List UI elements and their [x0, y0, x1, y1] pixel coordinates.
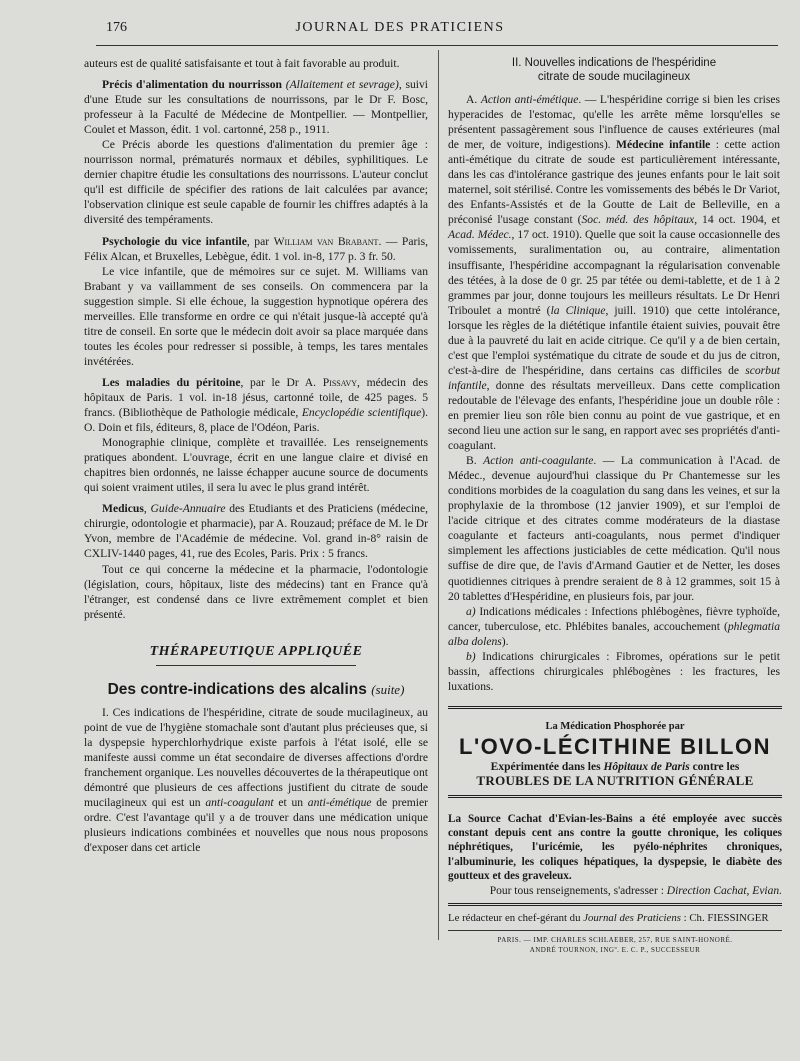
- page-header: [0, 14, 800, 38]
- left-column: [84, 56, 428, 855]
- advertisement-block: [448, 706, 782, 955]
- printer-imprint: PARIS. — IMP. CHARLES SCHLAEBER, 257, RUE SAINT-HONORÉ. ANDRÉ TOURNON, INGº. E. C. P., SUCCESSEUR: [497, 936, 733, 955]
- ad-tagline: Expérimentée dans les Hôpitaux de Paris contre les: [490, 761, 740, 773]
- column-divider: [438, 50, 439, 940]
- cachat-text: La Source Cachat d'Evian-les-Bains a été employée avec succès constant depuis cent ans contre la goutte chronique, les coliques néphrétiques, l'uricémie, les pyélo-néphrites chroniques, l'albuminurie, les coliques hépatiques, la dyspepsie, le diabète des goutteux et des graveleux.: [448, 813, 782, 882]
- review-psychologie-body: Le vice infantile, que de mémoires sur ce sujet. M. Williams van Brabant y va vaillamment de ses conseils. On commencera par la suggestion simple. Si elle échoue, la suggestion hypnotique opérera des merveilles. Elle transforme en ordre ce qui n'était jusque-là accepté qu'à titre de conseil. En sorte que le médecin doit avoir sa place marquée dans toutes les écoles pour redresser si possible, à temps, les tares mentales invétérées.: [84, 264, 428, 368]
- review-subtitle: (Allaitement et sevrage): [285, 78, 399, 92]
- review-medicus-body: Tout ce qui concerne la médecine et la pharmacie, l'odontologie (législation, cours, hôpitaux, liste des médecins) tant en France qu'à l'étranger, est condensé dans ce livre extrêmement complet et bien présenté.: [84, 562, 428, 621]
- review-precis: [84, 77, 428, 137]
- review-citation: . — Paris, Félix Alcan, et Bruxelles, Lebègue, édit. 1 vol. in-8, 177 p. 3 fr. 50.: [84, 234, 429, 263]
- review-peritoine-body: Monographie clinique, complète et travaillée. Les renseignements pratiques abondent. L'ouvrage, écrit en une langue claire et divisé en chapitres bien ordonnés, ne laisse échapper aucune source de documents qui soient vraiment utiles, il sera lu avec le plus grand intérêt.: [84, 436, 428, 495]
- review-author: William van Brabant: [273, 234, 379, 248]
- review-title: Psychologie du vice infantile: [102, 234, 247, 248]
- article-paragraph: I. Ces indications de l'hespéridine, citrate de soude mucilagineux, au point de vue de l'hygiène stomachale sont d'autant plus précieuses que, si la dyspepsie hyperchlorhydrique existe parfois à l'état isolé, elle se manifeste aussi comme un état secondaire de diverses affections d'ordre franchement organique. Les nouvelles découvertes de la thérapeutique ont démontré que plusieurs de ces affections justifient du citrate de soude mucilagineux qui est un anti-coagulant et un anti-émétique de premier ordre. C'est l'avantage qu'il y a de trouver dans une médication unique plusieurs indications combinées et nouvelles que nous nous proposons d'exposer dans cet article: [84, 705, 428, 855]
- cachat-advertisement: [448, 812, 782, 906]
- right-column: [448, 56, 780, 694]
- review-medicus: Medicus, Guide-Annuaire des Etudiants et des Praticiens (médecine, chirurgie, odontologie et pharmacie), par A. Rouzaud; préface de M. le Dr Yvon, membre de l'Académie de médecine. Vol. grand in-8° raisin de CXLIV-1440 pages, 41, rue des Ecoles, Paris. Prix : 5 francs.: [84, 502, 429, 561]
- ad-intro: La Médication Phosphorée par: [545, 721, 685, 732]
- cachat-contact: Pour tous renseignements, s'adresser : Direction Cachat, Evian.: [489, 885, 782, 898]
- review-title: Précis d'alimentation du nourrisson: [102, 78, 282, 92]
- review-continuation: auteurs est de qualité satisfaisante et tout à fait favorable au produit.: [84, 57, 400, 70]
- article-suite: (suite): [371, 681, 405, 697]
- journal-title: JOURNAL DES PRATICIENS: [295, 20, 505, 35]
- article-title: Des contre-indications des alcalins (suite): [107, 680, 405, 698]
- ad-headline: TROUBLES DE LA NUTRITION GÉNÉRALE: [448, 773, 782, 798]
- page-number: 176: [106, 20, 127, 35]
- article-list-item: b) Indications chirurgicales : Fibromes, opérations sur le petit bassin, affections chirurgicales phlébogènes : les fractures, les luxations.: [448, 649, 780, 693]
- ad-brand: L'OVO-LÉCITHINE BILLON: [459, 734, 771, 759]
- review-title: Les maladies du péritoine: [102, 375, 241, 389]
- review-title: Medicus: [102, 502, 144, 516]
- review-peritoine: Les maladies du péritoine, par le Dr A. Pissavy, médecin des hôpitaux de Paris. 1 vol. in-18 jésus, cartonné toile, de 425 pages. 5 francs. (Bibliothèque de Pathologie médicale, Encyclopédie scientifique). O. Doin et fils, éditeurs, 8, place de l'Odéon, Paris.: [84, 375, 428, 435]
- article-list-item: a) Indications médicales : Infections phlébogènes, fièvre typhoïde, cancer, tuberculose, etc. Phlébites banales, accouchement (phlegmatia alba dolens).: [448, 604, 780, 648]
- section-title: THÉRAPEUTIQUE APPLIQUÉE: [149, 643, 363, 659]
- review-author: Pissavy: [322, 375, 358, 389]
- review-psychologie: Psychologie du vice infantile, par William van Brabant. — Paris, Félix Alcan, et Bruxelles, Lebègue, édit. 1 vol. in-8, 177 p. 3 fr. 50.: [84, 234, 429, 263]
- subsection-title: II. Nouvelles indications de l'hespéridine citrate de soude mucilagineux: [511, 57, 717, 83]
- article-paragraph-a: A. Action anti-émétique. — L'hespéridine corrige si bien les crises hyperacides de l'estomac, qu'elle les arrête même lorsqu'elles se présentent passagèrement sous l'influence de causes extérieures (mal de mer, de voiture, indigestions). Médecine infantile : cette action anti-émétique du citrate de soude est particulièrement intéressante, dans les cas d'intolérance gastrique des jeunes enfants pour le lait soit maternel, soit stérilisé. Contre les vomissements des bébés le Dr Variot, des Enfants-Assistés et de la Goutte de Lait de Belleville, en a préconisé l'usage constant (Soc. méd. des hôpitaux, 14 oct. 1904, et Acad. Médec., 17 oct. 1910). Quelle que soit la cause occasionnelle des vomissements, suralimentation ou, au contraire, alimentation insuffisante, l'hespéridine accompagnant la régularisation convenable des tétées, à la dose de 0 gr. 25 par tétée ou demi-tablette, et de 1 à 2 grammes par jour, donne toujours les meilleurs résultats. Le Dr Henri Triboulet a montré (la Clinique, juill. 1910) que cette intolérance, lorsque les règles de la diététique infantile étaient suivies, pouvait être due à la pauvreté du lait en acide citrique. Ce qu'il y a de bien certain, c'est que l'emploi systématique du citrate de soude et du jus de citron, c'est-à-dire de l'hespéridine, dans certains cas difficiles de scorbut infantile, donne des résultats merveilleux. Dans cette complication redoutable de l'élevage des enfants, l'hespéridine joue un double rôle : en premier lieu son rôle bien connu au point de vue gastrique, et en second lieu une action sur le sang, en rapport avec ses propriétés d'anti-coagulant.: [448, 93, 781, 453]
- editor-line: Le rédacteur en chef-gérant du Journal des Praticiens : Ch. FIESSINGER: [448, 912, 782, 931]
- section-rule: [156, 665, 356, 666]
- review-precis-body: Ce Précis aborde les questions d'alimentation du premier âge : nourrisson normal, prématurés normaux et débiles, syphilitiques. Le dernier chapitre étudie les consultations des nourrissons. L'auteur conclut qu'il est difficile de spécifier des rations de lait calculées par avance; l'observation clinique est seule capable de fournir les chiffres adaptés à la diversité des tempéraments.: [84, 138, 428, 227]
- review-citation: , suivi d'une Etude sur les consultations de nourrissons, par le Dr F. Bosc, professeur à la Faculté de Médecine de Montpellier. — Montpellier, Coulet et Masson, édit. 1 vol. cartonné, 258 p., 1911.: [84, 78, 428, 137]
- header-rule: [96, 45, 778, 46]
- article-paragraph-b: B. Action anti-coagulante. — La communication à l'Acad. de Médec., devenue aujourd'hui classique du Pr Chantemesse sur les conditions morbides de la coagulation du sang dans les veines, et sur la prophylaxie de la thrombose (12 janvier 1909), et sur l'emploi de l'acide citrique et des citrates comme modérateurs de la diastase coagulante et facteurs anti-coagulants, nous permet d'indiquer simplement les affections justiciables de cette médication. Qu'il nous suffise de dire que, de l'avis d'Armand Gautier et de Netter, les doses quotidiennes citriques à prendre seraient de 8 à 12 grammes, soit 15 à 20 tablettes d'Hespéridine, en plusieurs fois, par jour.: [448, 454, 781, 603]
